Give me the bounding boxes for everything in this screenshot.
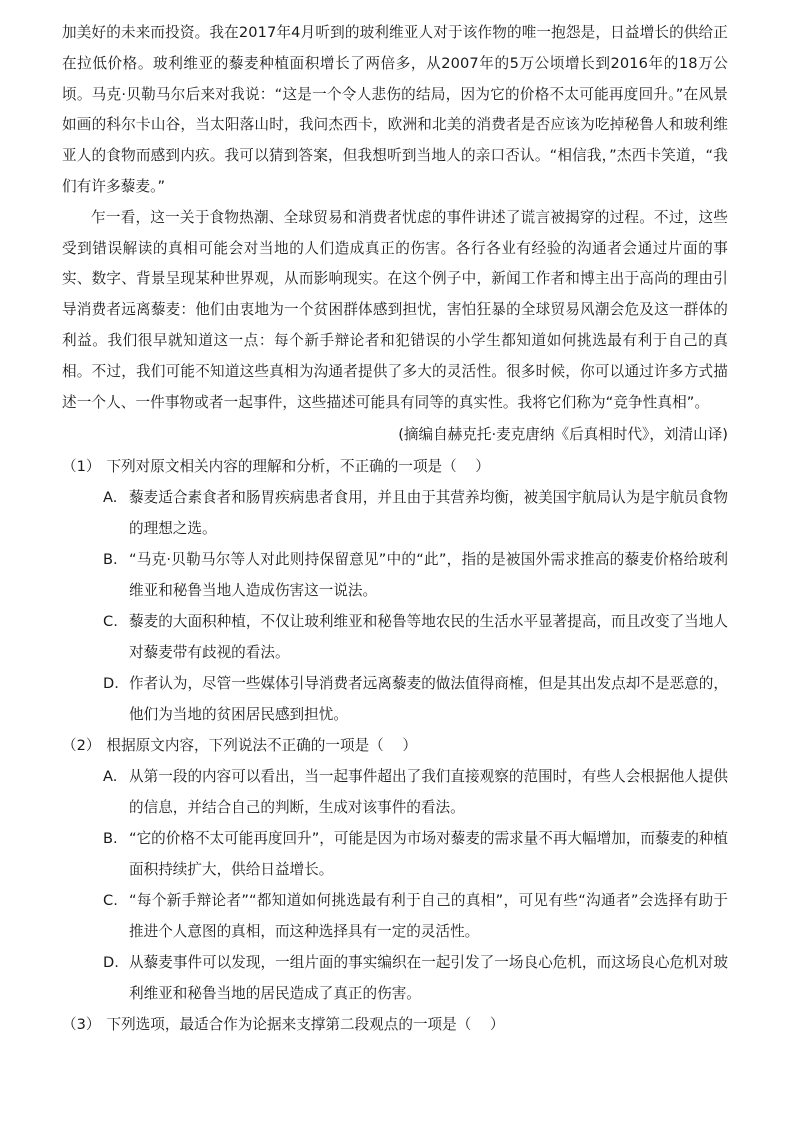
option-letter: A. xyxy=(103,489,118,507)
option-text: “马克·贝勒马尔等人对此则持保留意见”中的“此”，指的是被国外需求推高的藜麦价格给玻利维亚和秘鲁当地人造成伤害这一说法。 xyxy=(129,551,728,600)
question-stem: 根据原文内容，下列说法不正确的一项是（ ） xyxy=(106,737,417,755)
question-number: （3） xyxy=(62,1016,101,1034)
question-stem: 下列对原文相关内容的理解和分析，不正确的一项是（ ） xyxy=(106,458,490,476)
question-2 xyxy=(62,730,728,1009)
question-1 xyxy=(62,451,728,730)
question-number: （2） xyxy=(62,737,101,755)
option-a xyxy=(103,761,728,823)
option-b xyxy=(103,544,728,606)
passage-paragraph-1: 加美好的未来而投资。我在2017年4月听到的玻利维亚人对于该作物的唯一抱怨是，日益增长的供给正在拉低价格。玻利维亚的藜麦种植面积增长了两倍多，从2007年的5万公顷增长到2016年的18万公顷。马克·贝勒马尔后来对我说：“这是一个令人悲伤的结局，因为它的价格不太可能再度回升。”在风景如画的科尔卡山谷，当太阳落山时，我问杰西卡，欧洲和北美的消费者是否应该为吃掉秘鲁人和玻利维亚人的食物而感到内疚。我可以猜到答案，但我想听到当地人的亲口否认。“相信我，”杰西卡笑道，“我们有许多藜麦。” xyxy=(62,24,728,195)
option-d xyxy=(103,947,728,1009)
option-list xyxy=(62,482,728,730)
option-letter: D. xyxy=(103,954,119,972)
option-letter: A. xyxy=(103,768,118,786)
option-text: “每个新手辩论者”“都知道如何挑选最有利于自己的真相”，可见有些“沟通者”会选择有助于推进个人意图的真相，而这种选择具有一定的灵活性。 xyxy=(129,892,728,941)
option-letter: C. xyxy=(103,613,118,631)
question-number: （1） xyxy=(62,458,101,476)
option-d xyxy=(103,668,728,730)
option-b xyxy=(103,823,728,885)
option-text: 从藜麦事件可以发现，一组片面的事实编织在一起引发了一场良心危机，而这场良心危机对玻利维亚和秘鲁当地的居民造成了真正的伤害。 xyxy=(129,954,728,1003)
option-letter: B. xyxy=(103,830,118,848)
option-c xyxy=(103,606,728,668)
option-text: 从第一段的内容可以看出，当一起事件超出了我们直接观察的范围时，有些人会根据他人提供的信息，并结合自己的判断，生成对该事件的看法。 xyxy=(129,768,728,817)
option-text: 藜麦的大面积种植，不仅让玻利维亚和秘鲁等地农民的生活水平显著提高，而且改变了当地人对藜麦带有歧视的看法。 xyxy=(129,613,728,662)
option-c xyxy=(103,885,728,947)
question-stem: 下列选项，最适合作为论据来支撑第二段观点的一项是（ ） xyxy=(106,1016,505,1034)
option-letter: D. xyxy=(103,675,119,693)
passage-paragraph-2: 乍一看，这一关于食物热潮、全球贸易和消费者忧虑的事件讲述了谎言被揭穿的过程。不过，这些受到错误解读的真相可能会对当地的人们造成真正的伤害。各行各业有经验的沟通者会通过片面的事实、数字、背景呈现某种世界观，从而影响现实。在这个例子中，新闻工作者和博主出于高尚的理由引导消费者远离藜麦：他们由衷地为一个贫困群体感到担忧，害怕狂暴的全球贸易风潮会危及这一群体的利益。我们很早就知道这一点：每个新手辩论者和犯错误的小学生都知道如何挑选最有利于自己的真相。不过，我们可能不知道这些真相为沟通者提供了多大的灵活性。很多时候，你可以通过许多方式描述一个人、一件事物或者一起事件，这些描述可能具有同等的真实性。我将它们称为“竞争性真相”。 xyxy=(62,208,728,411)
passage-source: (摘编自赫克托·麦克唐纳《后真相时代》，刘清山译) xyxy=(398,426,728,444)
option-text: 藜麦适合素食者和肠胃疾病患者食用，并且由于其营养均衡，被美国宇航局认为是宇航员食物的理想之选。 xyxy=(129,489,728,538)
option-a xyxy=(103,482,728,544)
question-3 xyxy=(62,1009,728,1040)
option-text: “它的价格不太可能再度回升”，可能是因为市场对藜麦的需求量不再大幅增加，而藜麦的种植面积持续扩大，供给日益增长。 xyxy=(129,830,728,879)
option-letter: B. xyxy=(103,551,118,569)
option-text: 作者认为，尽管一些媒体引导消费者远离藜麦的做法值得商榷，但是其出发点却不是恶意的，他们为当地的贫困居民感到担忧。 xyxy=(129,675,728,724)
option-letter: C. xyxy=(103,892,118,910)
option-list xyxy=(62,761,728,1009)
